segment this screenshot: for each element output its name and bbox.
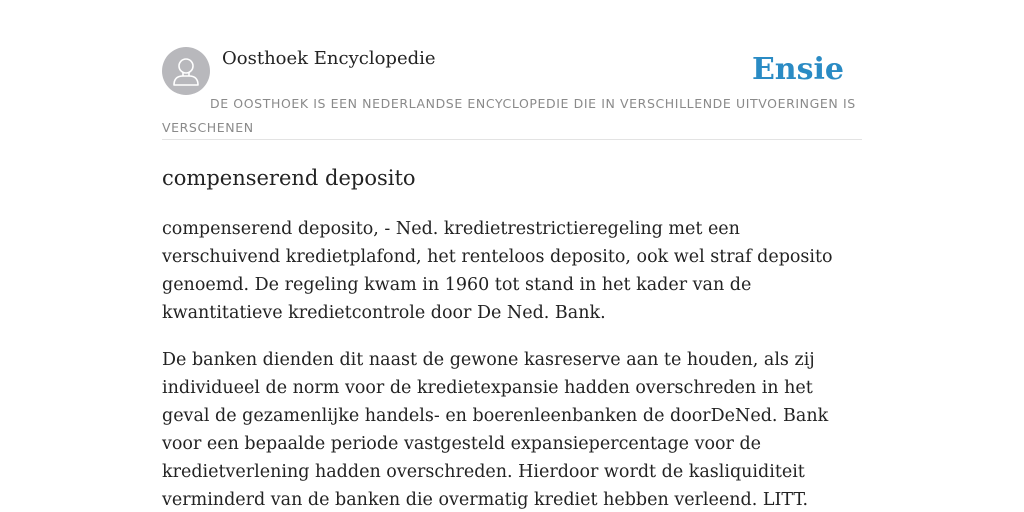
article-paragraph: De banken dienden dit naast de gewone kasreserve aan te houden, als zij individueel de norm voor de kredietexpansie hadden overschreden in het geval de gezamenlijke handels- en boerenleenbanken de doorDeNed. Bank voor een bepaalde periode vastgesteld expansiepercentage voor de kredietverlening hadden overschreden. Hierdoor wordt de kasliquiditeit verminderd van de banken die overmatig krediet hebben verleend. LITT.: [162, 350, 829, 510]
brand-logo[interactable]: Ensie: [751, 52, 844, 87]
article-paragraph: compenserend deposito, - Ned. kredietrestrictieregeling met een verschuivend kredietplafond, het renteloos deposito, ook wel straf deposito genoemd. De regeling kwam in 1960 tot stand in het kader van de kwantitatieve kredietcontrole door De Ned. Bank.: [162, 219, 833, 323]
article-title: compenserend deposito: [162, 166, 416, 190]
article: [162, 163, 862, 512]
user-icon: [162, 47, 210, 95]
site-tagline: DE OOSTHOEK IS EEN NEDERLANDSE ENCYCLOPEDIE DIE IN VERSCHILLENDE UITVOERINGEN IS VERSCHENEN: [162, 96, 856, 135]
site-name[interactable]: Oosthoek Encyclopedie: [222, 48, 436, 69]
avatar[interactable]: [162, 47, 210, 95]
site-header: [162, 47, 862, 140]
